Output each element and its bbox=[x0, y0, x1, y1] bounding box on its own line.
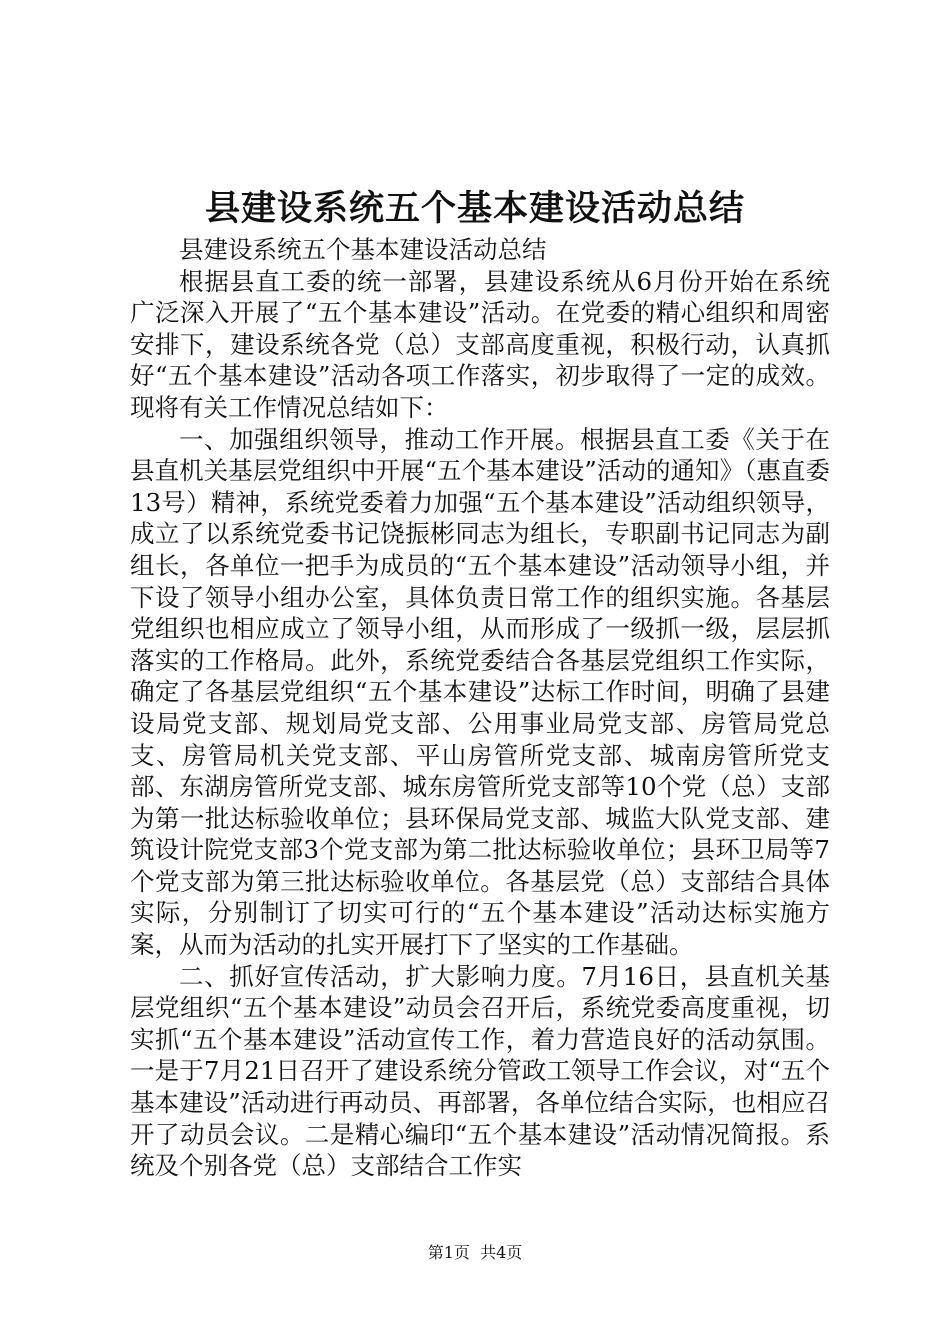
page-total: 共4页 bbox=[480, 1243, 523, 1262]
paragraph-intro: 根据县直工委的统一部署，县建设系统从6月份开始在系统广泛深入开展了“五个基本建设”活动。在党委的精心组织和周密安排下，建设系统各党（总）支部高度重视，积极行动，认真抓好“五个基本建设”活动各项工作落实，初步取得了一定的成效。现将有关工作情况总结如下： bbox=[130, 266, 830, 422]
footer-spacer bbox=[470, 1243, 480, 1262]
paragraph-subtitle: 县建设系统五个基本建设活动总结 bbox=[179, 235, 547, 264]
paragraph-section-2: 二、抓好宣传活动，扩大影响力度。7月16日，县直机关基层党组织“五个基本建设”动员会召开后，系统党委高度重视，切实抓“五个基本建设”活动宣传工作，着力营造良好的活动氛围。一是于7月21日召开了建设系统分管政工领导工作会议，对“五个基本建设”活动进行再动员、再部署，各单位结合实际，也相应召开了动员会议。二是精心编印“五个基本建设”活动情况简报。系统及个别各党（总）支部结合工作实 bbox=[130, 961, 830, 1181]
page-number: 第1页 bbox=[427, 1243, 470, 1262]
page-footer bbox=[0, 1242, 950, 1264]
document-body bbox=[130, 234, 830, 1182]
document-title: 县建设系统五个基本建设活动总结 bbox=[204, 189, 745, 229]
paragraph-section-1: 一、加强组织领导，推动工作开展。根据县直工委《关于在县直机关基层党组织中开展“五个基本建设”活动的通知》（惠直委13号）精神，系统党委着力加强“五个基本建设”活动组织领导，成立了以系统党委书记饶振彬同志为组长，专职副书记同志为副组长，各单位一把手为成员的“五个基本建设”活动领导小组，并下设了领导小组办公室，具体负责日常工作的组织实施。各基层党组织也相应成立了领导小组，从而形成了一级抓一级，层层抓落实的工作格局。此外，系统党委结合各基层党组织工作实际，确定了各基层党组织“五个基本建设”达标工作时间，明确了县建设局党支部、规划局党支部、公用事业局党支部、房管局党总支、房管局机关党支部、平山房管所党支部、城南房管所党支部、东湖房管所党支部、城东房管所党支部等10个党（总）支部为第一批达标验收单位；县环保局党支部、城监大队党支部、建筑设计院党支部3个党支部为第二批达标验收单位；县环卫局等7个党支部为第三批达标验收单位。各基层党（总）支部结合具体实际，分别制订了切实可行的“五个基本建设”活动达标实施方案，从而为活动的扎实开展打下了坚实的工作基础。 bbox=[130, 424, 830, 960]
